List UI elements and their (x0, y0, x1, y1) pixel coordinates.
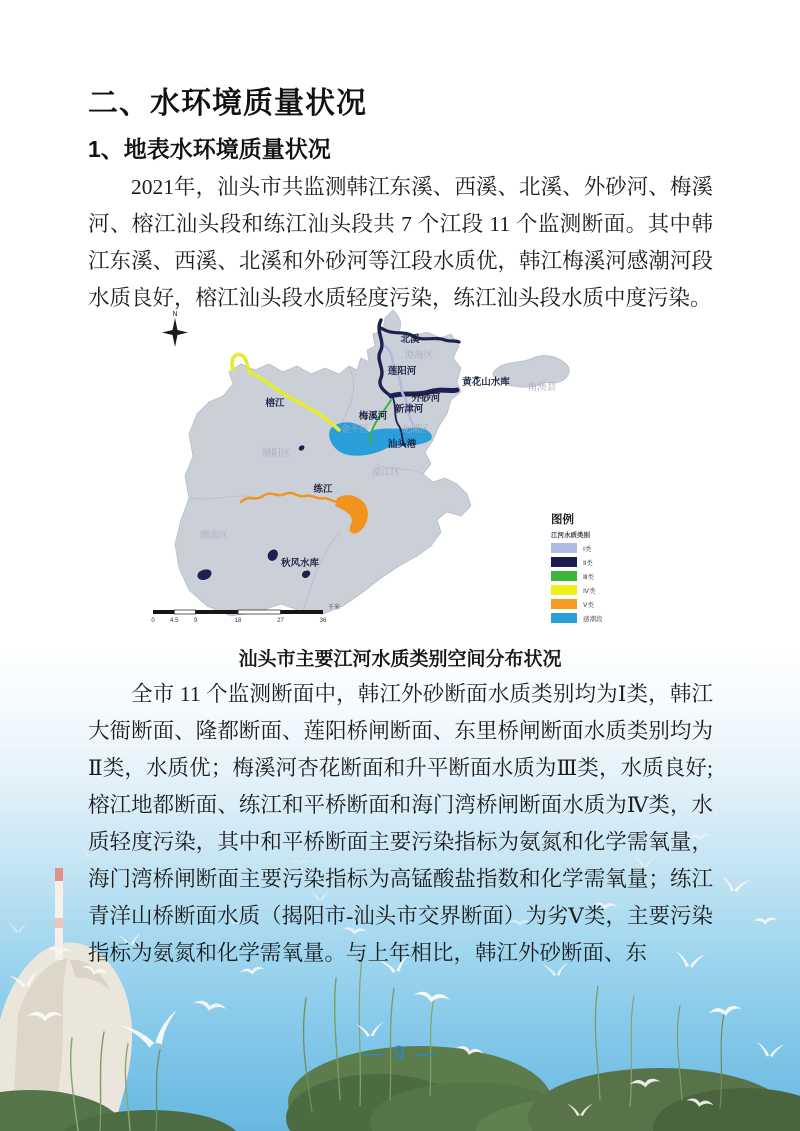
map-label-jinping: 金平区 (340, 424, 370, 435)
scale-unit: 千米 (328, 605, 341, 611)
legend-swatch-class4 (551, 585, 577, 595)
legend-subtitle: 江河水质类别 (551, 532, 590, 539)
map-figure (145, 306, 625, 638)
legend-label-class3: Ⅲ类 (583, 574, 594, 581)
legend-label-class5: Ⅴ类 (583, 602, 594, 609)
legend-label-tidal: 感潮段 (583, 616, 603, 623)
map-label-beixi: 北溪 (400, 334, 420, 345)
map-label-chenghai: 澄海区 (404, 350, 434, 361)
map-label-shantougang: 汕头港 (387, 439, 417, 450)
scale-tick-1: 4.5 (170, 618, 179, 624)
section-heading: 二、水环境质量状况 (88, 87, 367, 120)
legend-swatch-class5 (551, 599, 577, 609)
legend-label-class4: Ⅳ类 (583, 588, 596, 595)
map-label-lianyanghe: 莲阳河 (387, 366, 417, 377)
legend-title: 图例 (551, 514, 574, 526)
legend-swatch-class2 (551, 557, 577, 567)
scale-tick-0: 0 (151, 618, 155, 624)
legend-swatch-class1 (551, 543, 577, 553)
map-label-chaonan: 潮南区 (199, 530, 229, 541)
map-legend (550, 512, 603, 623)
paragraph-sections-detail: 全市 11 个监测断面中，韩江外砂断面水质类别均为Ⅰ类，韩江大衙断面、隆都断面、莲阳桥闸断面、东里桥闸断面水质类别均为Ⅱ类，水质优；梅溪河杏花断面和升平断面水质为Ⅲ类，水质良好;榕江地都断面、练江和平桥断面和海门湾桥闸断面水质为Ⅳ类，水质轻度污染，其中和平桥断面主要污染指标为氨氮和化学需氧量，海门湾桥闸断面主要污染指标为高锰酸盐指数和化学需氧量；练江青洋山桥断面水质（揭阳市-汕头市交界断面）为劣Ⅴ类，主要污染指标为氨氮和化学需氧量。与上年相比，韩江外砂断面、东 (88, 682, 713, 965)
scale-tick-4: 27 (277, 618, 284, 624)
water-quality-map (145, 306, 625, 638)
scale-tick-2: 9 (193, 618, 198, 624)
map-label-lianjiang: 练江 (313, 484, 333, 495)
compass-icon (162, 311, 188, 347)
map-label-qiufeng: 秋风水库 (280, 558, 320, 569)
legend-swatch-class3 (551, 571, 577, 581)
legend-swatch-tidal (551, 613, 577, 623)
scale-tick-3: 18 (234, 618, 242, 624)
map-caption: 汕头市主要江河水质类别空间分布状况 (238, 649, 562, 670)
map-label-waishahe: 外砂河 (411, 393, 441, 404)
legend-label-class2: Ⅱ类 (583, 560, 593, 567)
map-label-chaoyang: 潮阳区 (261, 448, 291, 459)
map-label-meixihe: 梅溪河 (358, 411, 388, 422)
map-label-xinjinhe: 新津河 (394, 404, 424, 415)
map-label-huanghuashan: 黄花山水库 (462, 377, 510, 388)
map-label-longhu: 龙湖区 (400, 424, 430, 435)
map-label-rongjiang: 榕江 (265, 398, 285, 409)
svg-text:N: N (172, 311, 178, 318)
map-label-haojiang: 濠江区 (371, 467, 401, 478)
subsection-heading: 1、地表水环境质量状况 (88, 136, 331, 162)
paragraph-overview: 2021年，汕头市共监测韩江东溪、西溪、北溪、外砂河、梅溪河、榕江汕头段和练江汕头段共 7 个江段 11 个监测断面。其中韩江东溪、西溪、北溪和外砂河等江段水质优，韩江梅溪河感潮河段水质良好，榕江汕头段水质轻度污染，练江汕头段水质中度污染。 (88, 175, 713, 310)
scale-tick-5: 36 (319, 618, 327, 624)
page-number: — 9 — (362, 1042, 438, 1065)
legend-label-class1: Ⅰ类 (583, 546, 592, 553)
map-label-nanao: 南澳县 (527, 382, 557, 393)
